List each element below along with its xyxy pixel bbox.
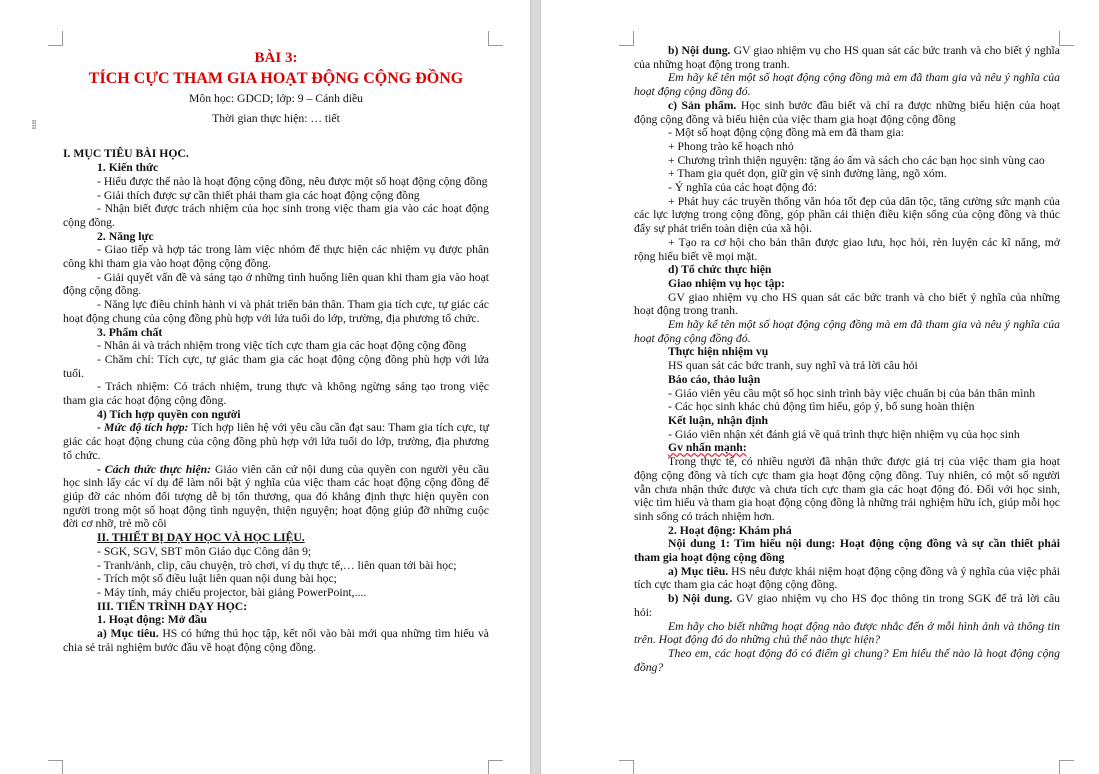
sub-heading: 3. Phẩm chất	[97, 325, 163, 339]
section-heading: I. MỤC TIÊU BÀI HỌC.	[63, 147, 189, 161]
inline-text: GV giao nhiệm vụ cho HS quan sát các bức tranh và cho biết ý nghĩa của những hoạt động trong tranh.	[634, 44, 1060, 71]
section-heading: II. THIẾT BỊ DẠY HỌC VÀ HỌC LIỆU.	[97, 531, 305, 545]
paragraph: - Trách nhiệm: Có trách nhiệm, trung thực và không ngừng sáng tạo trong việc tham gia các hoạt động cộng đồng.	[63, 380, 489, 408]
paragraph	[634, 99, 1060, 126]
paragraph: - Nhận biết được trách nhiệm của học sinh trong việc tham gia vào các hoạt động cộng đồng.	[63, 202, 489, 229]
crop-mark	[619, 31, 634, 46]
paragraph	[634, 44, 1060, 71]
list-item: - Giáo viên nhận xét đánh giá về quá trình thực hiện nhiệm vụ của học sinh	[668, 427, 1020, 441]
document-page-left[interactable]	[0, 0, 530, 774]
paragraph	[634, 592, 1060, 619]
list-item: + Tham gia quét dọn, giữ gìn vệ sinh đường làng, ngõ xóm.	[668, 167, 947, 181]
section-heading: III. TIẾN TRÌNH DẠY HỌC:	[97, 599, 248, 613]
left-page-content	[63, 48, 489, 654]
list-item: + Tạo ra cơ hội cho bản thân được giao lưu, học hỏi, rèn luyện các kĩ năng, mở rộng hiểu biết về mọi mặt.	[634, 235, 1060, 263]
inline-text: Tích hợp liên hệ với yêu cầu cần đạt sau: Tham gia tích cực, tự giác các hoạt động chung của cộng đồng phù hợp với lứa tuổi do lớp, trường, địa phương tổ chức.	[63, 421, 489, 462]
inline-label: b) Nội dung.	[668, 44, 731, 57]
crop-mark	[488, 760, 503, 774]
crop-mark	[1059, 31, 1074, 46]
paragraph: - Giải thích được sự cần thiết phải tham gia các hoạt động cộng đồng	[97, 188, 420, 202]
paragraph	[634, 565, 1060, 592]
list-item: - Máy tính, máy chiếu projector, bài giảng PowerPoint,....	[97, 585, 367, 599]
time-line: Thời gian thực hiện: … tiết	[212, 111, 340, 125]
list-item: - Trích một số điều luật liên quan nội dung bài học;	[97, 572, 337, 586]
list-item: - Tranh/ảnh, clip, câu chuyện, trò chơi, ví dụ thực tế,… liên quan tới bài học;	[97, 558, 457, 572]
list-item: + Phát huy các truyền thống văn hóa tốt đẹp của dân tộc, tăng cường sức mạnh của các lực lượng trong cộng đồng, góp phần cải thiện điều kiện sống của cộng đồng và thúc đẩy sự phát triển toàn diện của xã hội.	[634, 194, 1060, 236]
crop-mark	[619, 760, 634, 774]
question-text: Em hãy kể tên một số hoạt động cộng đồng mà em đã tham gia và nêu ý nghĩa của hoạt động cộng đồng đó.	[634, 71, 1060, 99]
inline-label: - Cách thức thực hiện:	[97, 462, 212, 476]
paragraph: HS quan sát các bức tranh, suy nghĩ và trả lời câu hỏi	[668, 359, 918, 373]
list-item: - Một số hoạt động cộng đồng mà em đã tham gia:	[668, 126, 904, 140]
inline-text: HS nêu được khái niệm hoạt động cộng đồng và ý nghĩa của việc phải tích cực tham gia các hoạt động cộng đồng.	[634, 564, 1061, 592]
sub-heading: 4) Tích hợp quyền con người	[97, 407, 241, 421]
paragraph: - Năng lực điều chỉnh hành vi và phát triển bản thân. Tham gia tích cực, tự giác các hoạt động chung của cộng đồng phù hợp với lứa tuổi do lớp, trường, địa phương tổ chức.	[63, 298, 489, 325]
inline-label: a) Mục tiêu.	[97, 627, 159, 641]
paragraph: - Nhân ái và trách nhiệm trong việc tích cực tham gia các hoạt động cộng đồng	[97, 339, 467, 353]
sub-heading	[634, 441, 1060, 455]
lesson-title: TÍCH CỰC THAM GIA HOẠT ĐỘNG CỘNG ĐỒNG	[88, 70, 464, 87]
paragraph: GV giao nhiệm vụ cho HS quan sát các bức tranh và cho biết ý nghĩa của những hoạt động trong tranh.	[634, 290, 1060, 318]
list-item: + Phong trào kế hoạch nhỏ	[668, 139, 794, 153]
right-page-content	[634, 44, 1060, 674]
list-item: - SGK, SGV, SBT môn Giáo dục Công dân 9;	[97, 544, 312, 558]
inline-text: Học sinh bước đầu biết và chỉ ra được những biểu hiện của hoạt động cộng đồng và biểu hiện của việc tham gia hoạt động cộng đồng	[634, 98, 1060, 126]
sub-heading: Kết luận, nhận định	[668, 413, 769, 427]
emphasis-label: Gv nhấn mạnh:	[668, 441, 747, 455]
sub-heading: 2. Hoạt động: Khám phá	[668, 523, 792, 537]
question-text: Em hãy cho biết những hoạt động nào được nhắc đến ở mỗi hình ảnh và thông tin trên. Hoạt động đó do những chủ thể nào thực hiện?	[634, 619, 1060, 647]
paragraph: - Giải quyết vấn đề và sáng tạo ở những tình huống liên quan khi tham gia vào hoạt động cộng đồng.	[63, 270, 489, 298]
paragraph	[63, 463, 489, 532]
content-heading: Nội dung 1: Tìm hiểu nội dung: Hoạt động cộng đồng và sự cần thiết phải tham gia hoạt động cộng đồng	[634, 537, 1060, 565]
subject-line: Môn học: GDCD; lớp: 9 – Cánh diều	[188, 92, 364, 105]
sub-heading: Thực hiện nhiệm vụ	[668, 345, 769, 359]
question-text: Theo em, các hoạt động đó có điểm gì chung? Em hiểu thế nào là hoạt động cộng đồng?	[634, 646, 1060, 674]
inline-text: HS có hứng thú học tập, kết nối vào bài mới qua những tìm hiểu và chia sẻ trải nghiệm bước đầu về hoạt động cộng đồng.	[63, 627, 489, 654]
paragraph	[63, 627, 489, 654]
sub-heading: Giao nhiệm vụ học tập:	[668, 276, 785, 290]
inline-label: b) Nội dung.	[668, 592, 733, 606]
table-move-handle-icon[interactable]: ⁞⁞	[31, 118, 36, 133]
crop-mark	[1059, 760, 1074, 774]
list-item: - Ý nghĩa của các hoạt động đó:	[668, 181, 817, 195]
document-page-right[interactable]	[541, 0, 1099, 774]
question-text: Em hãy kể tên một số hoạt động cộng đồng mà em đã tham gia và nêu ý nghĩa của hoạt động cộng đồng đó.	[634, 318, 1060, 345]
sub-heading: 1. Hoạt động: Mở đầu	[97, 613, 208, 627]
paragraph: - Giao tiếp và hợp tác trong làm việc nhóm để thực hiện các nhiệm vụ được phân công khi tham gia vào hoạt động cộng đồng.	[63, 243, 489, 271]
list-item: + Chương trình thiện nguyện: tặng áo ấm và sách cho các bạn học sinh vùng cao	[668, 153, 1045, 167]
sub-heading: Báo cáo, thảo luận	[668, 372, 761, 386]
sub-heading: d) Tổ chức thực hiện	[668, 263, 772, 277]
crop-mark	[488, 31, 503, 46]
paragraph	[63, 421, 489, 462]
lesson-number: BÀI 3:	[254, 50, 298, 66]
inline-label: - Mức độ tích hợp:	[97, 421, 189, 435]
inline-text: GV giao nhiệm vụ cho HS đọc thông tin trong SGK để trả lời câu hỏi:	[634, 592, 1060, 619]
list-item: - Các học sinh khác chủ động tìm hiểu, góp ý, bổ sung hoàn thiện	[668, 400, 975, 414]
crop-mark	[48, 31, 63, 46]
page-gap	[530, 0, 541, 774]
sub-heading: 2. Năng lực	[97, 229, 154, 243]
inline-label: c) Sản phẩm.	[668, 98, 737, 112]
inline-text: Giáo viên căn cứ nội dung của quyền con người yêu cầu học sinh lấy các ví dụ để làm nổi bật ý nghĩa của việc tham các hoạt động cộng đồng để giúp đỡ các nhóm đối tượng dễ bị tổn thương, qua đó khẳng định thực hiện quyền con người trong một số hoạt động tình nguyện, thiện nguyện; hoạt động giúp đỡ những cuộc đời cơ nhỡ, trẻ mồ côi	[63, 462, 490, 531]
paragraph: Trong thực tế, có nhiều người đã nhận thức được giá trị của việc tham gia hoạt động cộng đồng và tích cực tham gia hoạt động cộng đồng. Tuy nhiên, có một số người vẫn chưa nhận thức được và chưa tích cực tham gia các hoạt động đó. Đối với học sinh, việc tìm hiểu và tham gia hoạt động cộng đồng là những trải nghiệm hữu ích, giúp mỗi học sinh sống có trách nhiệm hơn.	[634, 455, 1060, 523]
crop-mark	[48, 760, 63, 774]
paragraph: - Hiểu được thế nào là hoạt động cộng đồng, nêu được một số hoạt động cộng đồng	[97, 174, 488, 188]
paragraph: - Chăm chỉ: Tích cực, tự giác tham gia các hoạt động cộng đồng phù hợp với lứa tuổi.	[63, 352, 489, 380]
inline-label: a) Mục tiêu.	[668, 564, 729, 578]
sub-heading: 1. Kiến thức	[97, 161, 159, 175]
list-item: - Giáo viên yêu cầu một số học sinh trình bày việc chuẩn bị của bản thân mình	[668, 386, 1036, 400]
